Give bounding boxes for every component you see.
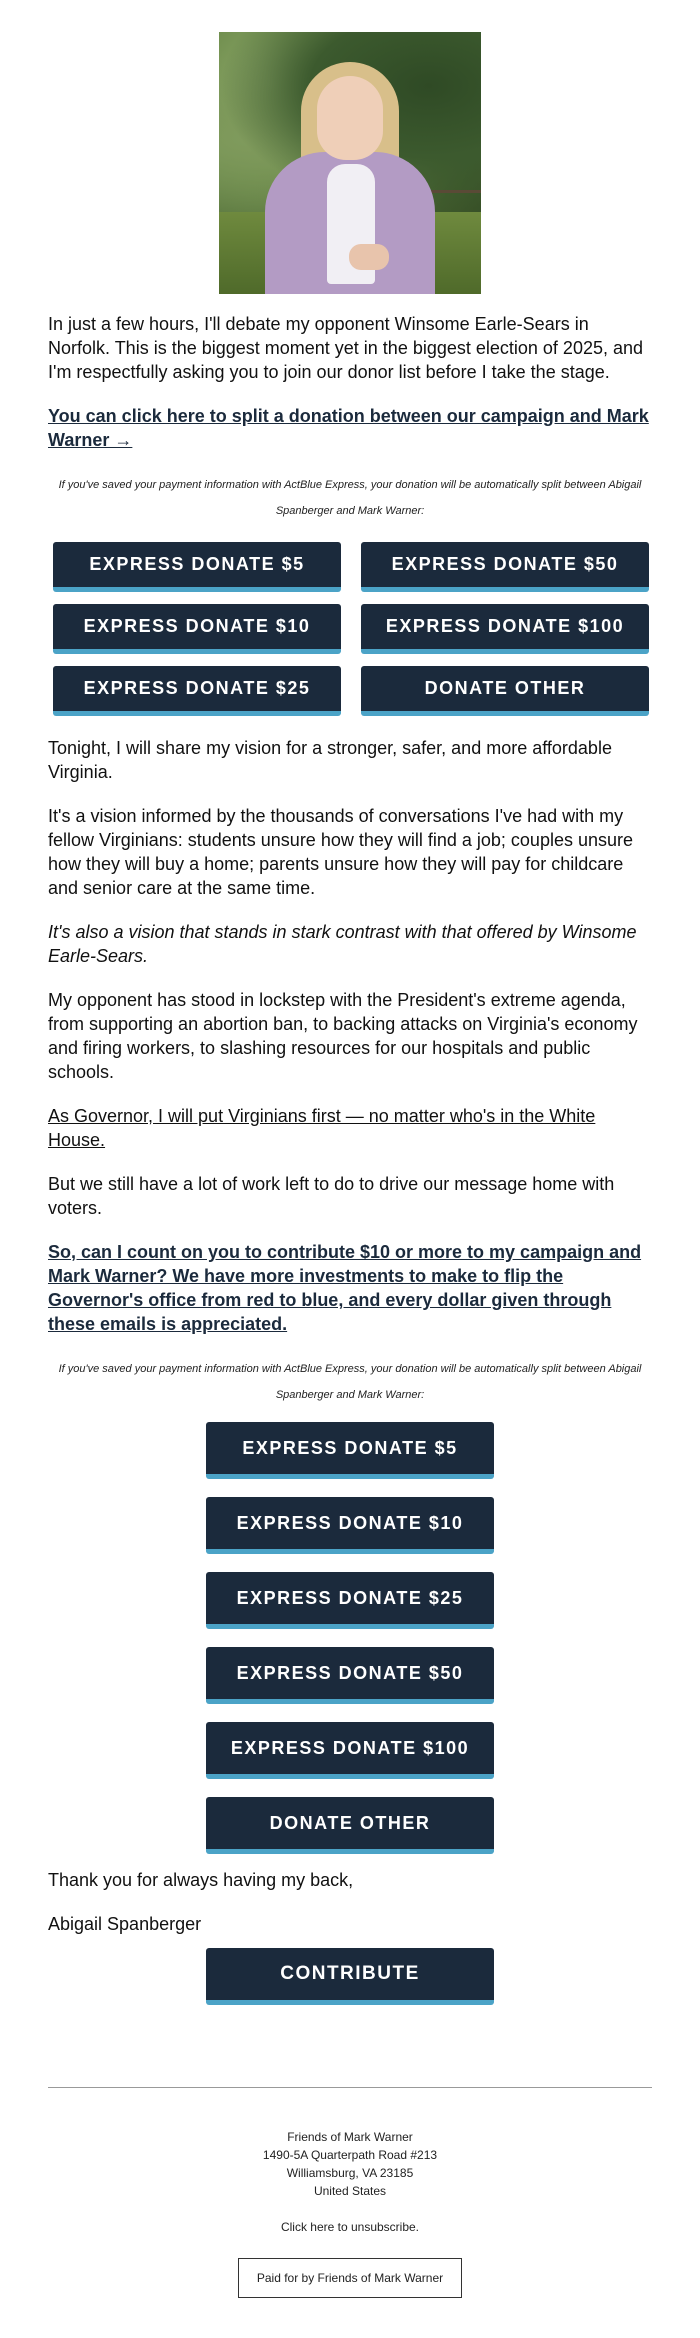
donate-button-grid [48,542,652,716]
paid-for-box: Paid for by Friends of Mark Warner [238,2258,462,2298]
footer-country: United States [313,2184,387,2198]
unsubscribe-link[interactable]: Click here to unsubscribe. [280,2220,420,2234]
split-donation-paragraph [48,404,652,452]
express-donate-10-button[interactable]: EXPRESS DONATE $10 [53,604,341,654]
footer-address-line1: 1490-5A Quarterpath Road #213 [262,2148,438,2162]
governor-statement: As Governor, I will put Virginians first — no matter who's in the White House. [48,1106,596,1150]
signature: Abigail Spanberger [48,1914,202,1934]
footer-org: Friends of Mark Warner [287,2130,413,2144]
footer [0,2128,700,2236]
express-donate-5-button[interactable]: EXPRESS DONATE $5 [53,542,341,592]
actblue-disclaimer: If you've saved your payment information with ActBlue Express, your donation will be automatically split between Abigail Spanberger and Mark Warner: [58,479,642,517]
candidate-photo [219,32,481,294]
express-donate-100-button[interactable]: EXPRESS DONATE $100 [206,1722,494,1779]
intro-paragraph: In just a few hours, I'll debate my opponent Winsome Earle-Sears in Norfolk. This is the biggest moment yet in the biggest election of 2025, and I'm respectfully asking you to join our donor list before I take the stage. [48,314,644,382]
contrast-paragraph: It's also a vision that stands in stark contrast with that offered by Winsome Earle-Sears. [48,922,637,966]
donate-button-stack [206,1422,494,1854]
work-paragraph: But we still have a lot of work left to do to drive our message home with voters. [48,1174,615,1218]
tonight-paragraph: Tonight, I will share my vision for a stronger, safer, and more affordable Virginia. [48,738,612,782]
email-body [48,312,652,2005]
footer-divider [48,2087,652,2088]
footer-address-line2: Williamsburg, VA 23185 [286,2166,414,2180]
split-donation-link[interactable]: You can click here to split a donation between our campaign and Mark Warner → [48,406,649,450]
express-donate-50-button[interactable]: EXPRESS DONATE $50 [206,1647,494,1704]
governor-paragraph [48,1104,652,1152]
express-donate-25-button[interactable]: EXPRESS DONATE $25 [53,666,341,716]
contribute-button[interactable]: CONTRIBUTE [206,1948,494,2005]
express-donate-100-button[interactable]: EXPRESS DONATE $100 [361,604,649,654]
contribute-wrap [206,1948,494,2005]
ask-paragraph [48,1240,652,1336]
express-donate-5-button[interactable]: EXPRESS DONATE $5 [206,1422,494,1479]
express-donate-10-button[interactable]: EXPRESS DONATE $10 [206,1497,494,1554]
express-donate-25-button[interactable]: EXPRESS DONATE $25 [206,1572,494,1629]
contribute-ask-link[interactable]: So, can I count on you to contribute $10 or more to my campaign and Mark Warner? We have more investments to make to flip the Governor's office from red to blue, and every dollar given through these emails is appreciated. [48,1242,642,1334]
donate-other-button[interactable]: DONATE OTHER [361,666,649,716]
donate-other-button[interactable]: DONATE OTHER [206,1797,494,1854]
thanks-line: Thank you for always having my back, [48,1870,354,1890]
express-donate-50-button[interactable]: EXPRESS DONATE $50 [361,542,649,592]
vision-paragraph: It's a vision informed by the thousands of conversations I've had with my fellow Virginians: students unsure how they will find a job; couples unsure how they will buy a home; parents unsure how they will pay for childcare and senior care at the same time. [48,806,633,898]
opponent-paragraph: My opponent has stood in lockstep with the President's extreme agenda, from supporting an abortion ban, to backing attacks on Virginia's economy and firing workers, to slashing resources for our hospitals and public schools. [48,990,638,1082]
actblue-disclaimer-2: If you've saved your payment information with ActBlue Express, your donation will be automatically split between Abigail Spanberger and Mark Warner: [58,1363,642,1401]
email-page [0,32,700,2338]
